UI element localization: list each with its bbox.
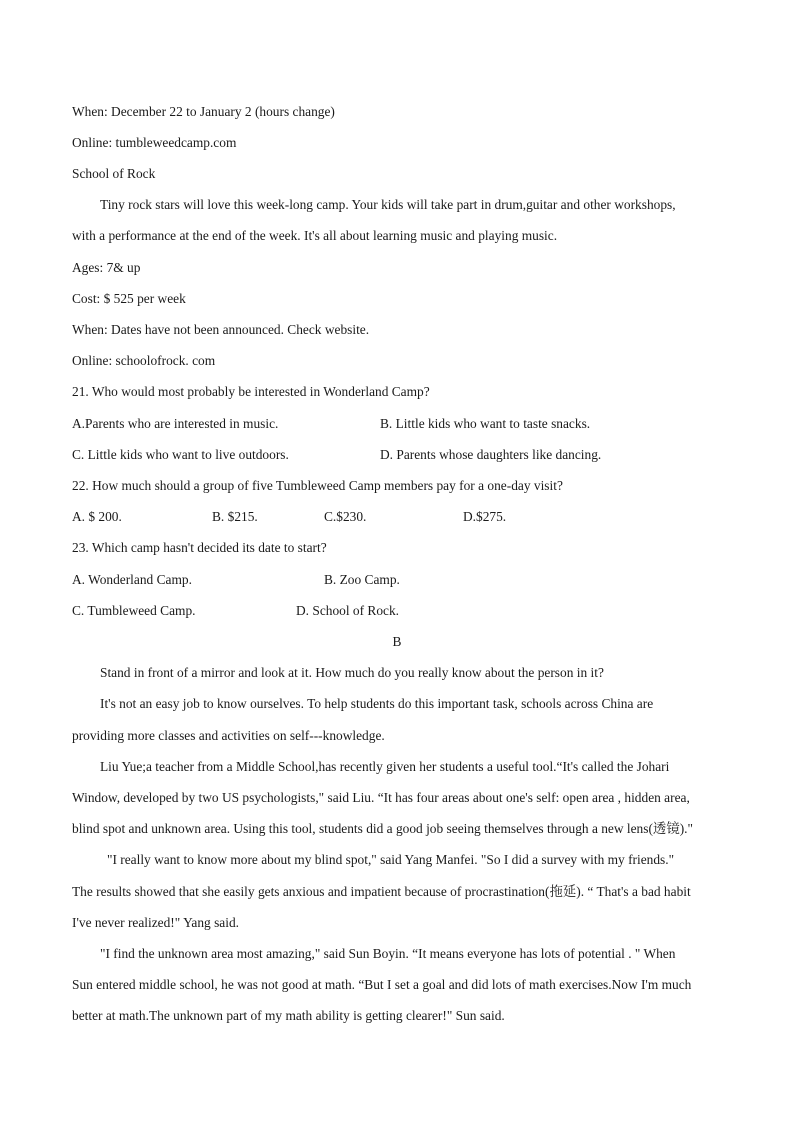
section-b-paragraph-4-line2: The results showed that she easily gets anxious and impatient because of procrastination(拖延). “ That's a bad habit bbox=[72, 884, 691, 899]
question-21-option-c: C. Little kids who want to live outdoors. bbox=[72, 447, 289, 462]
question-23-option-c: C. Tumbleweed Camp. bbox=[72, 603, 196, 618]
school-of-rock-when: When: Dates have not been announced. Check website. bbox=[72, 322, 370, 337]
question-22-option-c: C.$230. bbox=[324, 509, 367, 524]
school-of-rock-desc-line1: Tiny rock stars will love this week-long camp. Your kids will take part in drum,guitar and other workshops, bbox=[100, 197, 676, 212]
section-b-paragraph-4-line3: I've never realized!" Yang said. bbox=[72, 915, 240, 930]
tumbleweed-when: When: December 22 to January 2 (hours change) bbox=[72, 104, 335, 119]
school-of-rock-desc-line2: with a performance at the end of the week. It's all about learning music and playing music. bbox=[72, 228, 558, 243]
section-b-paragraph-2-line2: providing more classes and activities on self---knowledge. bbox=[72, 728, 385, 743]
section-b-paragraph-2-line1: It's not an easy job to know ourselves. To help students do this important task, schools across China are bbox=[100, 696, 654, 711]
question-21-option-a: A.Parents who are interested in music. bbox=[72, 416, 279, 431]
section-b-heading: B bbox=[392, 634, 402, 649]
question-21-stem: 21. Who would most probably be interested in Wonderland Camp? bbox=[72, 384, 430, 399]
question-21-option-d: D. Parents whose daughters like dancing. bbox=[380, 447, 602, 462]
tumbleweed-online: Online: tumbleweedcamp.com bbox=[72, 135, 237, 150]
school-of-rock-online: Online: schoolofrock. com bbox=[72, 353, 216, 368]
question-22-option-a: A. $ 200. bbox=[72, 509, 122, 524]
school-of-rock-title: School of Rock bbox=[72, 166, 156, 181]
section-b-paragraph-4-line1: "I really want to know more about my blind spot," said Yang Manfei. "So I did a survey with my friends." bbox=[107, 852, 675, 867]
question-23-stem: 23. Which camp hasn't decided its date to start? bbox=[72, 540, 327, 555]
school-of-rock-cost: Cost: $ 525 per week bbox=[72, 291, 186, 306]
school-of-rock-ages: Ages: 7& up bbox=[72, 260, 141, 275]
question-21-option-b: B. Little kids who want to taste snacks. bbox=[380, 416, 591, 431]
question-22-stem: 22. How much should a group of five Tumbleweed Camp members pay for a one-day visit? bbox=[72, 478, 563, 493]
section-b-paragraph-5-line1: "I find the unknown area most amazing," said Sun Boyin. “It means everyone has lots of potential . " When bbox=[100, 946, 676, 961]
section-b-paragraph-1: Stand in front of a mirror and look at it. How much do you really know about the person in it? bbox=[100, 665, 604, 680]
question-23-option-d: D. School of Rock. bbox=[296, 603, 400, 618]
question-23-option-a: A. Wonderland Camp. bbox=[72, 572, 192, 587]
section-b-paragraph-5-line2: Sun entered middle school, he was not good at math. “But I set a goal and did lots of math exercises.Now I'm much bbox=[72, 977, 692, 992]
section-b-paragraph-3-line2: Window, developed by two US psychologists," said Liu. “It has four areas about one's self: open area , hidden area, bbox=[72, 790, 690, 805]
section-b-paragraph-5-line3: better at math.The unknown part of my math ability is getting clearer!" Sun said. bbox=[72, 1008, 505, 1023]
question-22-option-d: D.$275. bbox=[463, 509, 507, 524]
question-22-option-b: B. $215. bbox=[212, 509, 258, 524]
section-b-paragraph-3-line1: Liu Yue;a teacher from a Middle School,has recently given her students a useful tool.“It's called the Johari bbox=[100, 759, 670, 774]
section-b-paragraph-3-line3: blind spot and unknown area. Using this tool, students did a good job seeing themselves through a new lens(透镜)." bbox=[72, 821, 693, 836]
question-23-option-b: B. Zoo Camp. bbox=[324, 572, 400, 587]
